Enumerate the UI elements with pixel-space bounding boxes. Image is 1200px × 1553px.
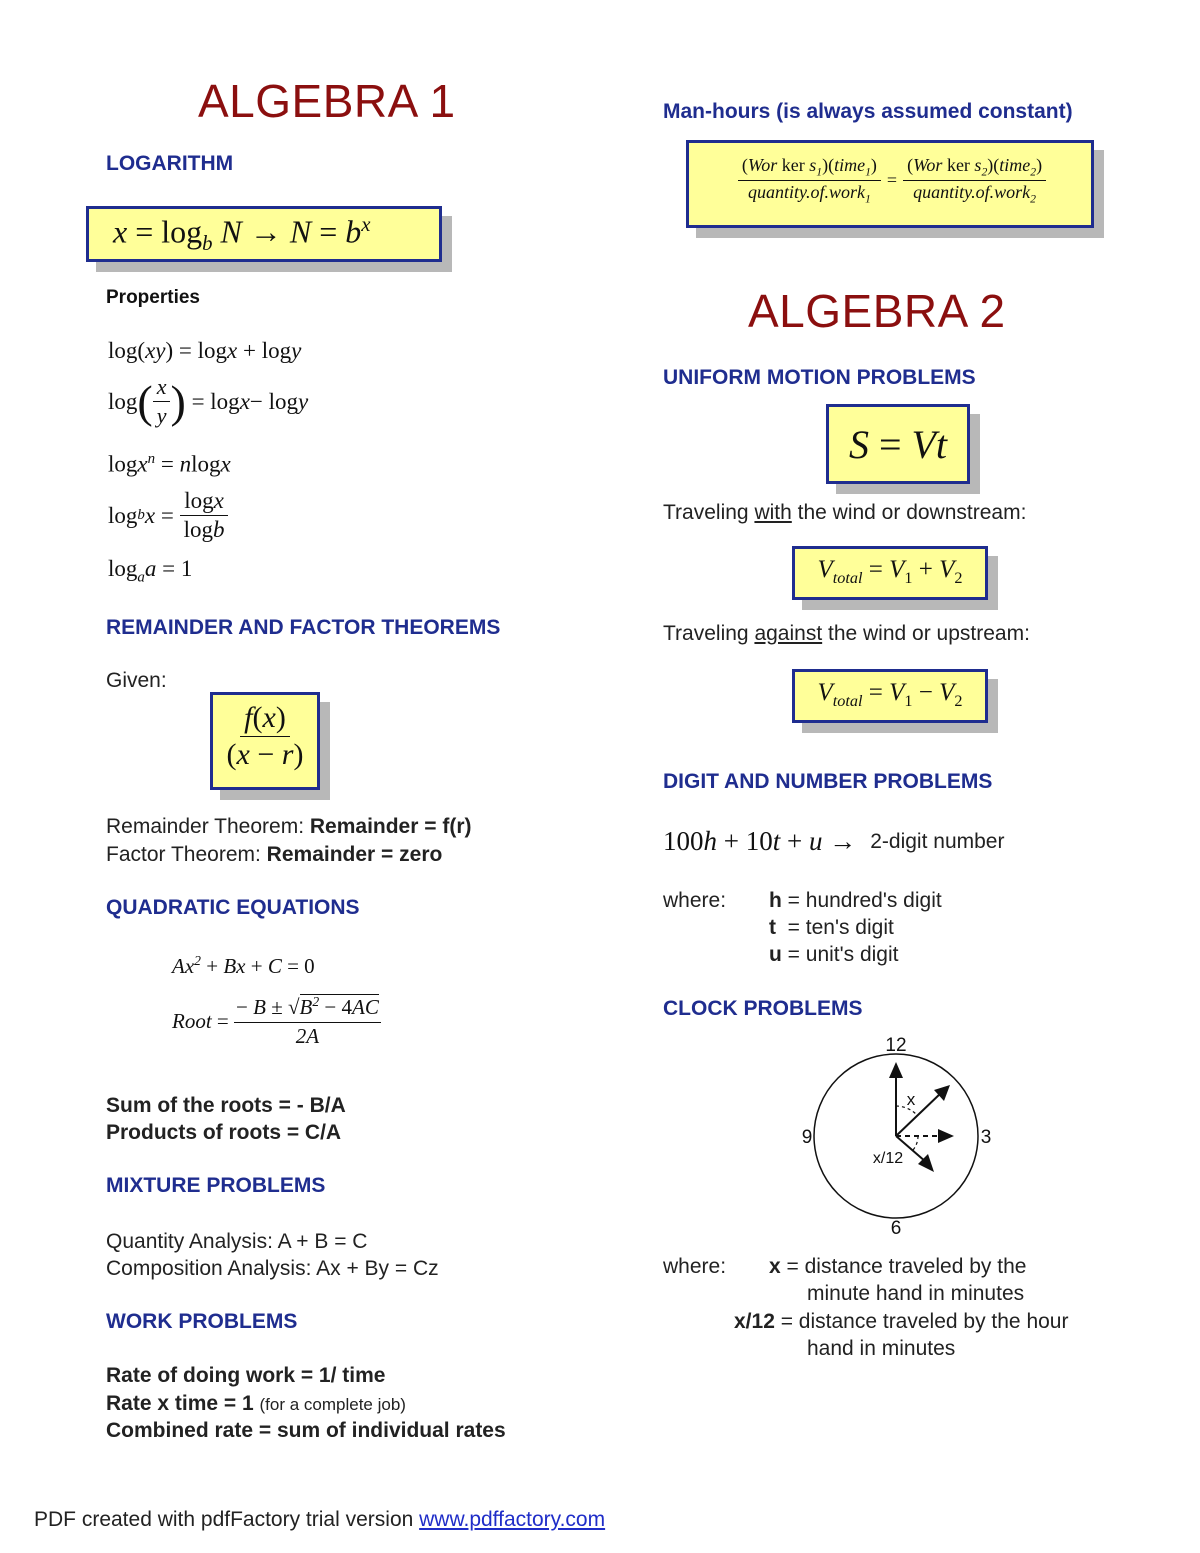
mixture-heading: MIXTURE PROBLEMS bbox=[106, 1174, 326, 1197]
uniform-motion-box bbox=[826, 404, 970, 484]
log-definition-formula: $x = \log_b N \to N = b^x$ bbox=[113, 213, 371, 256]
footer-link[interactable]: www.pdffactory.com bbox=[419, 1508, 606, 1531]
clock-x-var: x bbox=[769, 1255, 781, 1278]
clock-label-6: 6 bbox=[890, 1218, 902, 1239]
log-property-power: logx$^n$ = nlogx bbox=[108, 451, 231, 477]
digit-item-u bbox=[769, 941, 899, 968]
quantity-analysis: Quantity Analysis: A + B = C bbox=[106, 1230, 368, 1253]
clock-x-line bbox=[769, 1253, 1026, 1280]
uniform-motion-formula: S = Vt bbox=[848, 422, 948, 467]
factor-theorem-label: Factor Theorem: bbox=[106, 843, 267, 866]
factor-theorem-value: Remainder = zero bbox=[266, 843, 443, 866]
product-of-roots: Products of roots = C/A bbox=[106, 1121, 342, 1144]
uniform-motion-heading: UNIFORM MOTION PROBLEMS bbox=[663, 366, 976, 389]
given-formula: $\frac{f(x)}{(x - r)}$ bbox=[226, 701, 304, 771]
rate-time-note: (for a complete job) bbox=[259, 1395, 406, 1414]
log-property-product: log(xy) = logx + logy bbox=[108, 338, 302, 363]
with-wind-line bbox=[663, 499, 1026, 526]
rate-time: Rate x time = 1 bbox=[106, 1392, 254, 1415]
combined-rate: Combined rate = sum of individual rates bbox=[106, 1419, 506, 1442]
remainder-heading: REMAINDER AND FACTOR THEOREMS bbox=[106, 616, 501, 639]
work-heading: WORK PROBLEMS bbox=[106, 1310, 298, 1333]
remainder-theorem-value: Remainder = f(r) bbox=[309, 815, 472, 838]
digit-formula-label: 2-digit number bbox=[870, 830, 1005, 853]
clock-label-3: 3 bbox=[980, 1127, 992, 1148]
remainder-theorem-line bbox=[106, 813, 472, 840]
digit-desc-t: = ten's digit bbox=[776, 916, 894, 939]
digit-formula-line bbox=[663, 826, 1004, 857]
with-wind-post: the wind or downstream: bbox=[791, 501, 1027, 524]
log-property-quotient: log ( $\frac{x}{y}$ ) = log x − log y bbox=[108, 374, 309, 428]
rate-of-work: Rate of doing work = 1/ time bbox=[106, 1364, 386, 1387]
given-formula-box bbox=[210, 692, 320, 790]
clock-x-desc-2: minute hand in minutes bbox=[807, 1282, 1025, 1305]
clock-arrowhead-3 bbox=[938, 1129, 954, 1143]
given-label: Given: bbox=[106, 669, 167, 692]
log-definition-box bbox=[86, 206, 442, 262]
against-wind-formula: $V_{total} = V_1 - V_2$ bbox=[817, 679, 963, 710]
clock-label-12: 12 bbox=[885, 1035, 907, 1056]
digit-var-t: t bbox=[769, 916, 776, 939]
properties-label: Properties bbox=[106, 287, 200, 308]
algebra2-title: ALGEBRA 2 bbox=[748, 285, 1006, 337]
against-wind-post: the wind or upstream: bbox=[822, 622, 1030, 645]
hour-angle-arc bbox=[913, 1136, 918, 1150]
digit-formula: 100h + 10t + u → bbox=[663, 826, 857, 856]
digit-item-h bbox=[769, 887, 942, 914]
manhours-formula: $\frac{(Wor ker s_1)(time_1)}{quantity.of.work_1}$ = $\frac{(Wor ker s_2)(time_2)}{quantity.of.work_2}$ bbox=[701, 155, 1083, 205]
clock-x-desc-1: = distance traveled by the bbox=[780, 1255, 1027, 1278]
footer bbox=[34, 1508, 605, 1532]
algebra1-title: ALGEBRA 1 bbox=[198, 75, 456, 127]
quadratic-equation: $Ax^2 + Bx + C = 0$ bbox=[172, 953, 315, 978]
log-property-identity: $\log_aa = 1$ bbox=[108, 556, 193, 586]
clock-x12-desc-2: hand in minutes bbox=[807, 1337, 956, 1360]
clock-label-9: 9 bbox=[801, 1127, 813, 1148]
digit-heading: DIGIT AND NUMBER PROBLEMS bbox=[663, 770, 993, 793]
manhours-heading: Man-hours (is always assumed constant) bbox=[663, 100, 1073, 123]
clock-x12-var: x/12 bbox=[734, 1310, 775, 1333]
clock-arrowhead-12 bbox=[889, 1062, 903, 1078]
remainder-theorem-label: Remainder Theorem: bbox=[106, 815, 310, 838]
against-wind-pre: Traveling bbox=[663, 622, 755, 645]
digit-var-h: h bbox=[769, 889, 782, 912]
with-wind-formula: $V_{total} = V_1 + V_2$ bbox=[817, 556, 963, 587]
minute-hand bbox=[896, 1092, 942, 1136]
sum-of-roots: Sum of the roots = - B/A bbox=[106, 1094, 346, 1117]
manhours-formula-box bbox=[686, 140, 1094, 228]
with-wind-word: with bbox=[754, 501, 792, 524]
footer-text: PDF created with pdfFactory trial version bbox=[34, 1508, 420, 1531]
digit-desc-h: = hundred's digit bbox=[781, 889, 942, 912]
quadratic-heading: QUADRATIC EQUATIONS bbox=[106, 896, 360, 919]
rate-time-line bbox=[106, 1390, 406, 1418]
clock-where-label: where: bbox=[663, 1255, 727, 1278]
digit-item-t bbox=[769, 914, 894, 941]
against-wind-word: against bbox=[754, 622, 823, 645]
digit-where-label: where: bbox=[663, 889, 727, 912]
factor-theorem-line bbox=[106, 841, 442, 868]
clock-heading: CLOCK PROBLEMS bbox=[663, 997, 863, 1020]
clock-diagram bbox=[790, 1030, 1010, 1240]
clock-x12-desc-1: = distance traveled by the hour bbox=[774, 1310, 1069, 1333]
against-wind-line bbox=[663, 620, 1030, 647]
clock-label-x12: x/12 bbox=[872, 1150, 904, 1167]
composition-analysis: Composition Analysis: Ax + By = Cz bbox=[106, 1257, 439, 1280]
clock-x12-line bbox=[734, 1308, 1068, 1335]
logarithm-heading: LOGARITHM bbox=[106, 152, 234, 175]
clock-label-x: x bbox=[906, 1090, 916, 1109]
with-wind-pre: Traveling bbox=[663, 501, 755, 524]
quadratic-root: Root = $\frac{- B \pm √B^2 - 4AC}{2A}$ bbox=[172, 994, 379, 1048]
digit-desc-u: = unit's digit bbox=[781, 943, 899, 966]
log-property-change-base: log b x = $\frac{\log x}{\log b}$ bbox=[108, 488, 228, 543]
digit-var-u: u bbox=[769, 943, 782, 966]
with-wind-formula-box bbox=[792, 546, 988, 600]
against-wind-formula-box bbox=[792, 669, 988, 723]
